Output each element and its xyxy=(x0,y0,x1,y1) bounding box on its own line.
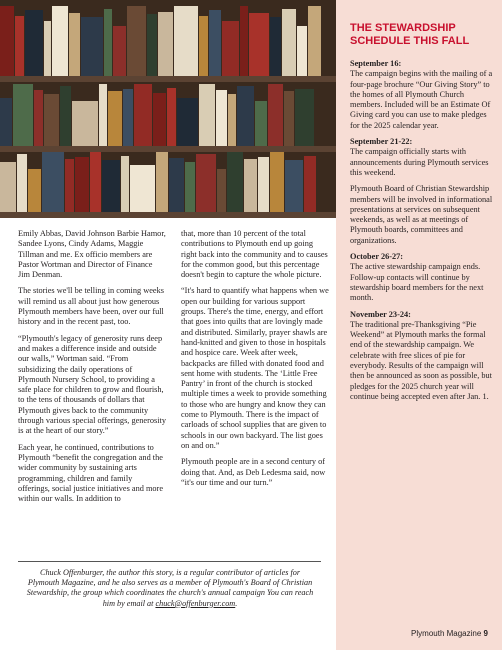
book-spine xyxy=(99,84,107,146)
book-spine xyxy=(121,156,129,212)
book-spine xyxy=(304,156,316,212)
book-spine xyxy=(75,157,89,212)
schedule-item xyxy=(350,310,494,403)
book-spine xyxy=(268,84,283,146)
book-spine xyxy=(297,26,307,76)
book-spine xyxy=(134,84,152,146)
book-spine xyxy=(237,86,254,146)
book-spine xyxy=(13,84,33,146)
book-spine xyxy=(52,6,68,76)
schedule-date: September 16: xyxy=(350,59,402,68)
schedule-item xyxy=(350,252,494,303)
book-spine xyxy=(15,16,24,76)
schedule-item xyxy=(350,59,494,131)
bookshelf-photo xyxy=(0,0,336,218)
schedule-text: The active stewardship campaign ends. Follow-up contacts will continue by stewardship board members for the next month. xyxy=(350,262,484,303)
book-spine xyxy=(270,152,284,212)
book-spine xyxy=(25,10,43,76)
book-spine xyxy=(282,9,296,76)
author-credit xyxy=(24,568,316,609)
book-spine xyxy=(113,26,126,76)
book-spine xyxy=(0,98,12,146)
book-spine xyxy=(81,17,103,76)
book-spine xyxy=(167,88,176,146)
book-spine xyxy=(308,6,321,76)
schedule-text: Plymouth Board of Christian Stewardship members will be involved in informational presentations at services on subsequent weekends, as well as at meetings of Plymouth boards, committees and organizations. xyxy=(350,184,493,245)
book-spine xyxy=(65,159,74,212)
book-spine xyxy=(270,17,281,76)
schedule-item xyxy=(350,184,494,246)
book-spine xyxy=(147,14,157,76)
book-spine xyxy=(127,6,146,76)
book-spine xyxy=(60,86,71,146)
paragraph: Plymouth people are in a second century of doing that. And, as Deb Ledesma said, now “it's our time and our turn.” xyxy=(181,457,326,487)
schedule-text: The traditional pre-Thanksgiving “Pie Weekend” at Plymouth marks the formal end of the stewardship campaign. We celebrate with free slices of pie for everybody. Results of the campaign will then be announced as soon as possible, but pledges for the 2025 church year will continue being accepted even after Jan. 1. xyxy=(350,319,492,401)
book-spine xyxy=(34,90,43,146)
book-spine xyxy=(284,91,294,146)
schedule-date: November 23-24: xyxy=(350,309,411,319)
article-column-1 xyxy=(18,229,166,510)
paragraph: “It's hard to quantify what happens when we open our building for various support groups. There's the time, energy, and effort that goes into quilts that are lovingly made and distributed. Similarly, prayer shawls are hand-knitted and given to those in hospitals and hospice care. Week after week, backpacks are filled with donated food and sent home with students. The ‘Little Free Pantry’ in front of the church is stocked multiple times a week to provide something to those who are hungry and know they can come to Plymouth. There is the impact of carloads of school supplies that are given to schools in our own backyard. The list goes on and on.” xyxy=(181,286,329,450)
book-spine xyxy=(158,12,173,76)
book-spine xyxy=(102,160,120,212)
book-spine xyxy=(199,84,215,146)
book-spine xyxy=(28,169,41,212)
book-spine xyxy=(130,165,155,212)
credit-end: . xyxy=(235,598,238,608)
credit-text: Chuck Offenburger, the author this story, is a regular contributor of articles for Plymouth Magazine, and he also serves as a member of Plymouth's Board of Christian Stewardship, the group which coordinates the church's annual campaign You can reach him by email at xyxy=(26,568,314,608)
book-spine xyxy=(174,6,198,76)
book-spine xyxy=(44,94,59,146)
book-spine xyxy=(123,89,133,146)
shelf-board xyxy=(0,76,336,82)
book-spine xyxy=(222,21,239,76)
divider xyxy=(18,561,321,562)
book-spine xyxy=(177,98,198,146)
book-spine xyxy=(42,152,64,212)
book-spine xyxy=(216,90,227,146)
book-spine xyxy=(90,152,101,212)
book-spine xyxy=(249,13,269,76)
paragraph: Each year, he continued, contributions to Plymouth “benefit the congregation and the wider community by sustaining arts programming, children and family offerings, social justice initiatives and more within our walls. In addition to xyxy=(18,442,164,504)
book-spine xyxy=(72,101,98,146)
schedule-date: October 26-27: xyxy=(350,252,404,262)
article-column-2 xyxy=(181,229,329,494)
book-spine xyxy=(240,6,248,76)
book-spine xyxy=(244,159,257,212)
book-spine xyxy=(199,16,208,76)
book-spine xyxy=(153,93,166,146)
sidebar-title: THE STEWARDSHIP SCHEDULE THIS FALL xyxy=(350,22,470,47)
book-spine xyxy=(255,101,267,146)
book-spine xyxy=(17,154,27,212)
book-spine xyxy=(108,91,122,146)
schedule-date: September 21-22: xyxy=(350,137,413,147)
shelf-row xyxy=(0,152,336,212)
book-spine xyxy=(295,89,314,146)
paragraph: The stories we'll be telling in coming weeks will remind us all about just how generous Plymouth members have been, over our full history and in the recent past, too. xyxy=(18,286,164,327)
book-spine xyxy=(185,162,195,212)
schedule-text: The campaign begins with the mailing of a four-page brochure “Our Giving Story” to the homes of all Plymouth Church members. Included will be an Estimate Of Giving card you can use to make pledges for the 2025 calendar year. xyxy=(350,69,493,130)
book-spine xyxy=(196,154,216,212)
book-spine xyxy=(169,158,184,212)
book-spine xyxy=(209,10,221,76)
book-spine xyxy=(0,6,14,76)
book-spine xyxy=(44,21,51,76)
book-spine xyxy=(156,152,168,212)
book-spine xyxy=(104,9,112,76)
book-spine xyxy=(69,13,80,76)
shelf-board xyxy=(0,212,336,218)
book-spine xyxy=(285,160,303,212)
email-link[interactable]: chuck@offenburger.com xyxy=(155,598,236,608)
page-number: 9 xyxy=(483,629,488,638)
book-spine xyxy=(227,152,243,212)
shelf-row xyxy=(0,6,336,76)
schedule-sidebar xyxy=(336,0,502,650)
book-spine xyxy=(228,94,236,146)
book-spine xyxy=(258,157,269,212)
paragraph: Emily Abbas, David Johnson Barbie Hamor, Sandee Lyons, Cindy Adams, Maggie Tillman and me. Ex officio members are Pastor Wortman and Director of Finance Jim Denman. xyxy=(18,229,166,280)
book-spine xyxy=(217,169,226,212)
book-spine xyxy=(0,162,16,212)
shelf-row xyxy=(0,84,336,146)
paragraph: that, more than 10 percent of the total contributions to Plymouth end up going right back into the community and to causes for the common good, but this percentage doesn't begin to capture the whole picture. xyxy=(181,229,328,280)
schedule-text: The campaign officially starts with announcements during Plymouth services this weekend. xyxy=(350,147,489,177)
paragraph: “Plymouth's legacy of generosity runs deep and makes a difference inside and outside our walls,” Wortman said. “From subsidizing the daily operations of Plymouth Nursery School, to providing a safe place for children to grow and flourish, to the tens of thousands of dollars that Plymouth gives back to the community through various special offerings, generosity is at the heart of our story.” xyxy=(18,333,167,436)
schedule-item xyxy=(350,137,494,178)
magazine-name: Plymouth Magazine xyxy=(411,629,482,638)
page-folio xyxy=(411,629,488,638)
